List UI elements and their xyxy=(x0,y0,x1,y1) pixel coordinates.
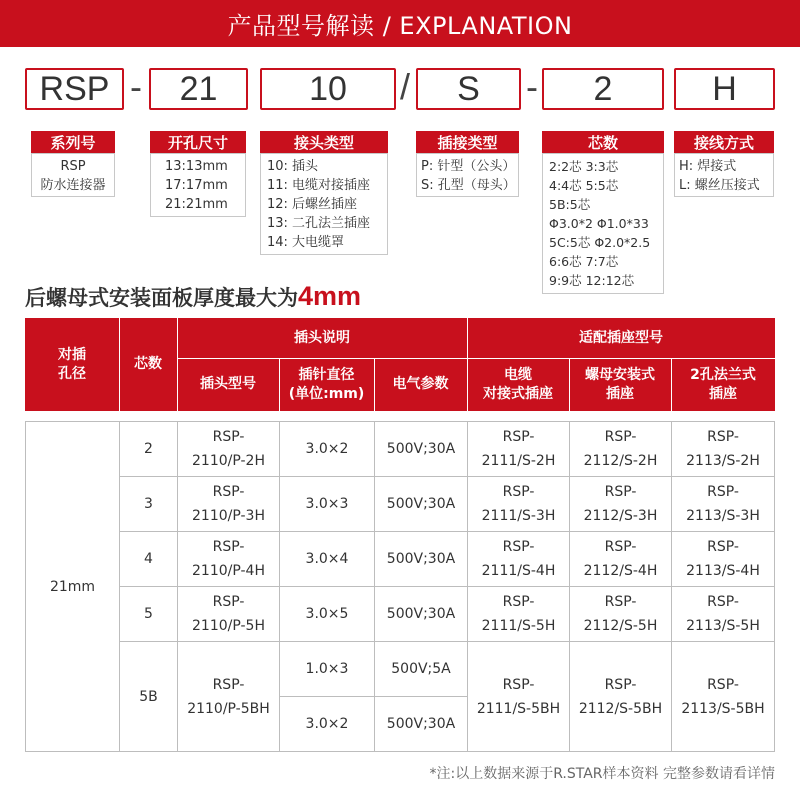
panel-thickness-value: 4mm xyxy=(298,281,362,311)
code-separator: - xyxy=(526,66,538,107)
legend-line: 2:2芯 3:3芯 xyxy=(549,159,619,174)
electrical-cell: 500V;30A xyxy=(374,531,468,587)
code-hole-text: 21 xyxy=(179,69,218,108)
legend-line: 21:21mm xyxy=(165,197,228,212)
legend-wiring-desc xyxy=(674,153,774,197)
legend-line: H: 焊接式 xyxy=(679,159,737,174)
header-electrical: 电气参数 xyxy=(374,358,467,411)
electrical-cell: 500V;30A xyxy=(374,476,468,532)
pin-diameter-cell: 3.0×3 xyxy=(279,476,375,532)
legend-plug-desc xyxy=(416,153,519,197)
cores-cell: 2 xyxy=(119,421,178,477)
legend-line: Φ3.0*2 Φ1.0*33 xyxy=(549,216,649,231)
header-divider xyxy=(374,358,375,411)
panel-thickness-text: 后螺母式安装面板厚度最大为 xyxy=(25,286,298,310)
header-plug-model: 插头型号 xyxy=(177,358,279,411)
cable-socket-cell: RSP- 2111/S-3H xyxy=(467,476,570,532)
flange-socket-cell: RSP- 2113/S-4H xyxy=(671,531,775,587)
flange-socket-cell: RSP- 2113/S-2H xyxy=(671,421,775,477)
pin-diameter-cell: 1.0×3 xyxy=(279,641,375,697)
code-series-box xyxy=(25,68,124,110)
electrical-cell: 500V;30A xyxy=(374,696,468,752)
nut-socket-cell: RSP- 2112/S-5H xyxy=(569,586,672,642)
code-plug-box xyxy=(416,68,521,110)
legend-cores-desc xyxy=(542,153,664,294)
header-divider xyxy=(569,358,570,411)
code-wiring-box xyxy=(674,68,775,110)
code-cores-box xyxy=(542,68,664,110)
header-nut-socket: 螺母安装式 插座 xyxy=(569,358,671,411)
cores-cell: 4 xyxy=(119,531,178,587)
legend-line: 9:9芯 12:12芯 xyxy=(549,273,635,288)
legend-line: 4:4芯 5:5芯 xyxy=(549,178,619,193)
legend-line: 5B:5芯 xyxy=(549,197,591,212)
header-divider xyxy=(177,318,178,411)
cores-cell: 5B xyxy=(119,641,178,752)
legend-line: 17:17mm xyxy=(165,178,228,193)
nut-socket-cell: RSP- 2112/S-5BH xyxy=(569,641,672,752)
cores-cell: 5 xyxy=(119,586,178,642)
pin-diameter-cell: 3.0×4 xyxy=(279,531,375,587)
electrical-cell: 500V;30A xyxy=(374,421,468,477)
code-cores-text: 2 xyxy=(593,69,613,108)
legend-line: 防水连接器 xyxy=(40,178,106,193)
cable-socket-cell: RSP- 2111/S-5H xyxy=(467,586,570,642)
cores-cell: 3 xyxy=(119,476,178,532)
legend-line: P: 针型（公头） xyxy=(421,159,516,174)
legend-hole-label: 开孔尺寸 xyxy=(150,131,246,153)
cable-socket-cell: RSP- 2111/S-2H xyxy=(467,421,570,477)
code-joint-text: 10 xyxy=(309,69,347,108)
plug-model-cell: RSP- 2110/P-5H xyxy=(177,586,280,642)
legend-joint-desc xyxy=(260,153,388,255)
legend-line: 11: 电缆对接插座 xyxy=(267,178,371,193)
header-divider xyxy=(177,358,775,359)
code-series-text: RSP xyxy=(39,69,110,108)
legend-line: 13: 二孔法兰插座 xyxy=(267,216,371,231)
header-flange-socket: 2孔法兰式 插座 xyxy=(671,358,775,411)
header-divider xyxy=(279,358,280,411)
flange-socket-cell: RSP- 2113/S-3H xyxy=(671,476,775,532)
legend-cores-label: 芯数 xyxy=(542,131,664,153)
panel-thickness-note xyxy=(25,281,361,312)
electrical-cell: 500V;5A xyxy=(374,641,468,697)
source-footnote: *注:以上数据来源于R.STAR样本资料 完整参数请看详情 xyxy=(429,766,775,782)
legend-line: 6:6芯 7:7芯 xyxy=(549,254,619,269)
pin-diameter-cell: 3.0×2 xyxy=(279,421,375,477)
pin-diameter-cell: 3.0×5 xyxy=(279,586,375,642)
legend-line: 13:13mm xyxy=(165,159,228,174)
header-divider xyxy=(119,318,120,411)
header-cable-socket: 电缆 对接式插座 xyxy=(467,358,569,411)
legend-line: L: 螺丝压接式 xyxy=(679,178,760,193)
cable-socket-cell: RSP- 2111/S-5BH xyxy=(467,641,570,752)
legend-series-desc xyxy=(31,153,115,197)
header-pin-diameter: 插针直径 (单位:mm) xyxy=(279,358,374,411)
legend-wiring-label: 接线方式 xyxy=(674,131,774,153)
flange-socket-cell: RSP- 2113/S-5BH xyxy=(671,641,775,752)
code-hole-box xyxy=(149,68,248,110)
legend-line: 10: 插头 xyxy=(267,159,319,174)
legend-plug-label: 插接类型 xyxy=(416,131,519,153)
legend-joint-label: 接头类型 xyxy=(260,131,388,153)
legend-line: 14: 大电缆罩 xyxy=(267,235,345,250)
header-plug-group: 插头说明 xyxy=(177,318,467,358)
header-divider xyxy=(671,358,672,411)
header-divider xyxy=(467,318,468,411)
flange-socket-cell: RSP- 2113/S-5H xyxy=(671,586,775,642)
cable-socket-cell: RSP- 2111/S-4H xyxy=(467,531,570,587)
nut-socket-cell: RSP- 2112/S-2H xyxy=(569,421,672,477)
code-plug-text: S xyxy=(457,69,480,108)
legend-hole-desc xyxy=(150,153,246,217)
nut-socket-cell: RSP- 2112/S-4H xyxy=(569,531,672,587)
legend-line: RSP xyxy=(60,159,86,174)
legend-line: 5C:5芯 Φ2.0*2.5 xyxy=(549,235,651,250)
page-title: 产品型号解读 / EXPLANATION xyxy=(227,12,573,40)
legend-series-label: 系列号 xyxy=(31,131,115,153)
header-cores: 芯数 xyxy=(119,318,177,411)
page-title-banner xyxy=(0,0,800,47)
code-wiring-text: H xyxy=(712,69,737,108)
code-separator: / xyxy=(400,66,411,107)
legend-line: 12: 后螺丝插座 xyxy=(267,197,358,212)
nut-socket-cell: RSP- 2112/S-3H xyxy=(569,476,672,532)
plug-model-cell: RSP- 2110/P-4H xyxy=(177,531,280,587)
electrical-cell: 500V;30A xyxy=(374,586,468,642)
code-separator: - xyxy=(130,66,142,107)
plug-model-cell: RSP- 2110/P-2H xyxy=(177,421,280,477)
pin-diameter-cell: 3.0×2 xyxy=(279,696,375,752)
header-hole: 对插 孔径 xyxy=(25,318,119,411)
plug-model-cell: RSP- 2110/P-3H xyxy=(177,476,280,532)
legend-line: S: 孔型（母头） xyxy=(421,178,516,193)
plug-model-cell: RSP- 2110/P-5BH xyxy=(177,641,280,752)
code-joint-box xyxy=(260,68,396,110)
header-socket-group: 适配插座型号 xyxy=(467,318,775,358)
hole-size-cell: 21mm xyxy=(25,421,120,752)
